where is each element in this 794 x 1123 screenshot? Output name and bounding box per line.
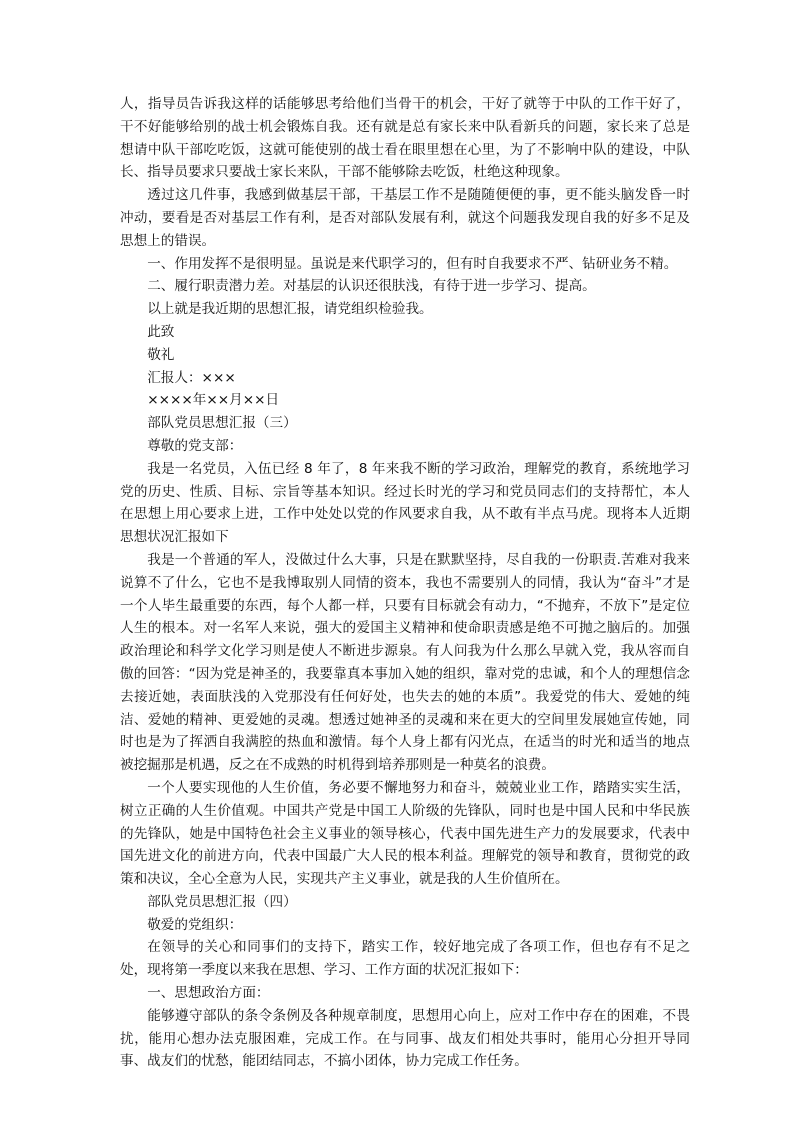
paragraph: 透过这几件事，我感到做基层干部，干基层工作不是随随便便的事，更不能头脑发昏一时冲动，要看是否对基层工作有利，是否对部队发展有利，就这个问题我发现自我的好多不足及思想上的错误。 (120, 187, 690, 249)
paragraph: 人，指导员告诉我这样的话能够思考给他们当骨干的机会，干好了就等于中队的工作干好了，干不好能够给别的战士机会锻炼自我。还有就是总有家长来中队看新兵的问题，家长来了总是想请中队干部吃吃饭，这就可能使别的战士看在眼里想在心里，为了不影响中队的建设，中队长、指导员要求只要战士家长来队，干部不能够除去吃饭，杜绝这种现象。 (120, 96, 690, 181)
paragraph: 以上就是我近期的思想汇报，请党组织检验我。 (147, 301, 433, 318)
reporter-line: 汇报人：××× (147, 369, 236, 386)
document-page (120, 93, 690, 1073)
salutation: 敬爱的党组织： (147, 916, 243, 933)
closing-line: 敬礼 (147, 346, 175, 363)
paragraph: 一个人要实现他的人生价值，务必要不懈地努力和奋斗，兢兢业业工作，踏踏实实生活，树立正确的人生价值观。中国共产党是中国工人阶级的先锋队，同时也是中国人民和中华民族的先锋队，她是中国特色社会主义事业的领导核心，代表中国先进生产力的发展要求，代表中国先进文化的前进方向，代表中国最广大人民的根本利益。理解党的领导和教育，贯彻党的政策和决议，全心全意为人民，实现共产主义事业，就是我的人生价值所在。 (120, 779, 690, 888)
paragraph: 能够遵守部队的条令条例及各种规章制度，思想用心向上，应对工作中存在的困难，不畏扰，能用心想办法克服困难，完成工作。在与同事、战友们相处共事时，能用心分担开导同事、战友们的忧愁，能团结同志，不搞小团体，协力完成工作任务。 (120, 1007, 690, 1070)
section-title: 部队党员思想汇报（三） (147, 415, 297, 432)
date-line: ××××年××月××日 (147, 392, 280, 409)
paragraph: 我是一个普通的军人，没做过什么大事，只是在默默坚持，尽自我的一份职责.苦难对我来说算不了什么，它也不是我博取别人同情的资本，我也不需要别人的同情，我认为“奋斗”才是一个人毕生最重要的东西，每个人都一样，只要有目标就会有动力，“不抛弃，不放下”是定位人生的根本。对一名军人来说，强大的爱国主义精神和使命职责感是绝不可抛之脑后的。加强政治理论和科学文化学习则是使人不断进步源泉。有人问我为什么那么早就入党，我从容而自傲的回答：“因为党是神圣的，我要靠真本事加入她的组织，靠对党的忠诚，和个人的理想信念去接近她，表面肤浅的入党那没有任何好处，也失去的她的本质”。我爱党的伟大、爱她的纯洁、爱她的精神、更爱她的灵魂。想透过她神圣的灵魂和来在更大的空间里发展她宣传她，同时也是为了挥洒自我满腔的热血和激情。每个人身上都有闪光点，在适当的时光和适当的地点被挖掘那是机遇，反之在不成熟的时机得到培养那则是一种莫名的浪费。 (120, 551, 690, 774)
subheading: 一、思想政治方面： (147, 985, 270, 1002)
section-title: 部队党员思想汇报（四） (147, 893, 297, 910)
paragraph: 一、作用发挥不是很明显。虽说是来代职学习的，但有时自我要求不严、钻研业务不精。 (147, 255, 678, 272)
salutation: 尊敬的党支部： (147, 437, 243, 454)
paragraph: 二、履行职责潜力差。对基层的认识还很肤浅，有待于进一步学习、提高。 (147, 278, 596, 295)
closing-line: 此致 (147, 323, 175, 340)
paragraph: 我是一名党员，入伍已经 8 年了，8 年来我不断的学习政治，理解党的教育，系统地学习党的历史、性质、目标、宗旨等基本知识。经过长时光的学习和党员同志们的支持帮忙，本人在思想上用心要求上进，工作中处处以党的作风要求自我，从不敢有半点马虎。现将本人近期思想状况汇报如下 (120, 460, 690, 546)
paragraph: 在领导的关心和同事们的支持下，踏实工作，较好地完成了各项工作，但也存有不足之处，现将第一季度以来我在思想、学习、工作方面的状况汇报如下： (120, 939, 690, 979)
